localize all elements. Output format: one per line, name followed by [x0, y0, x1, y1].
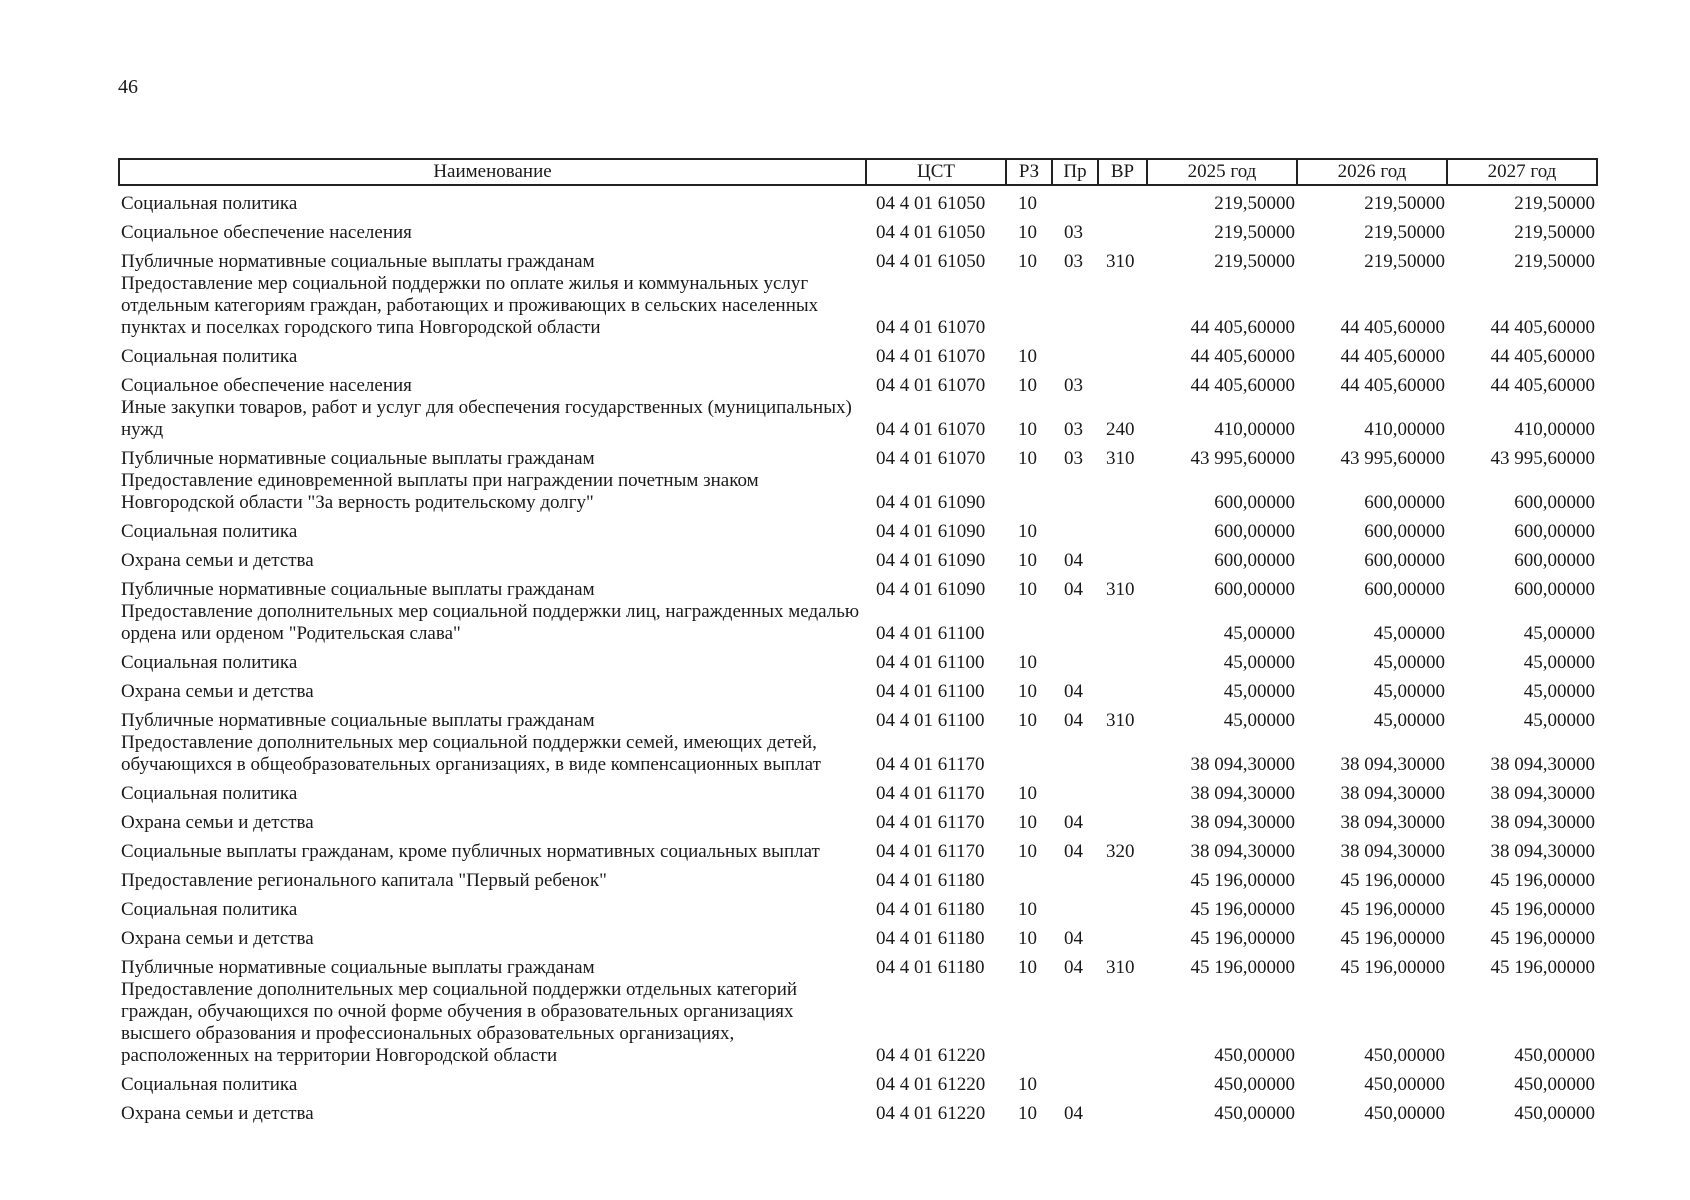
table-row	[119, 1067, 1597, 1096]
cell-rz: 10	[1018, 550, 1037, 571]
cell-rz: 10	[1018, 521, 1037, 542]
cell-name: Социальная политика	[121, 1074, 298, 1095]
cell-2027: 45 196,00000	[1490, 870, 1595, 891]
cell-cst: 04 4 01 61090	[876, 579, 986, 600]
cell-pr: 03	[1064, 222, 1083, 243]
table-row	[119, 674, 1597, 703]
cell-2027: 450,00000	[1514, 1103, 1595, 1124]
cell-2026: 219,50000	[1364, 251, 1445, 272]
cell-2025: 45 196,00000	[1190, 870, 1295, 891]
cell-2027: 600,00000	[1514, 579, 1595, 600]
cell-vr	[1098, 543, 1147, 572]
cell-2025: 38 094,30000	[1190, 841, 1295, 862]
cell-2026: 450,00000	[1364, 1103, 1445, 1124]
cell-cst: 04 4 01 61050	[876, 193, 986, 214]
cell-2026: 45,00000	[1373, 623, 1445, 644]
cell-rz: 10	[1018, 841, 1037, 862]
cell-cst: 04 4 01 61220	[876, 1045, 986, 1066]
cell-2027: 43 995,60000	[1490, 448, 1595, 469]
cell-2026: 45,00000	[1373, 710, 1445, 731]
cell-2027: 38 094,30000	[1490, 783, 1595, 804]
cell-2026: 38 094,30000	[1340, 812, 1445, 833]
cell-2027: 44 405,60000	[1490, 317, 1595, 338]
table-row	[119, 572, 1597, 601]
cell-name: Предоставление мер социальной поддержки по оплате жилья и коммунальных услуг отдельным категориям граждан, работающих и проживающих в сельских населенных пунктах и поселках городского типа Новгородской области	[121, 273, 819, 338]
cell-cst: 04 4 01 61180	[876, 870, 985, 891]
cell-pr	[1052, 339, 1098, 368]
cell-cst: 04 4 01 61100	[876, 623, 985, 644]
cell-vr: 310	[1106, 957, 1135, 978]
cell-vr	[1098, 339, 1147, 368]
header-2027: 2027 год	[1447, 159, 1597, 185]
cell-cst: 04 4 01 61180	[876, 928, 985, 949]
cell-cst: 04 4 01 61220	[876, 1074, 986, 1095]
cell-pr: 04	[1064, 812, 1083, 833]
cell-pr: 04	[1064, 550, 1083, 571]
cell-name: Иные закупки товаров, работ и услуг для обеспечения государственных (муниципальных) нужд	[121, 397, 852, 440]
cell-rz: 10	[1018, 681, 1037, 702]
cell-2025: 43 995,60000	[1190, 448, 1295, 469]
cell-pr: 04	[1064, 957, 1083, 978]
cell-cst: 04 4 01 61090	[876, 492, 986, 513]
cell-name: Публичные нормативные социальные выплаты гражданам	[121, 710, 595, 731]
table-row	[119, 514, 1597, 543]
cell-name: Социальное обеспечение населения	[121, 375, 412, 396]
cell-vr	[1098, 776, 1147, 805]
cell-2027: 450,00000	[1514, 1074, 1595, 1095]
cell-2026: 45 196,00000	[1340, 928, 1445, 949]
cell-vr: 240	[1106, 419, 1135, 440]
cell-2025: 45,00000	[1223, 652, 1295, 673]
cell-name: Охрана семьи и детства	[121, 681, 314, 702]
cell-2027: 45,00000	[1523, 623, 1595, 644]
cell-name: Публичные нормативные социальные выплаты гражданам	[121, 251, 595, 272]
cell-vr	[1098, 514, 1147, 543]
cell-rz: 10	[1018, 899, 1037, 920]
cell-2026: 38 094,30000	[1340, 783, 1445, 804]
cell-vr: 310	[1106, 448, 1135, 469]
cell-rz: 10	[1018, 957, 1037, 978]
cell-2025: 45 196,00000	[1190, 957, 1295, 978]
cell-rz: 10	[1018, 419, 1037, 440]
cell-2025: 219,50000	[1214, 222, 1295, 243]
cell-name: Предоставление единовременной выплаты при награждении почетным знаком Новгородской области "За верность родительскому долгу"	[121, 470, 759, 513]
cell-pr	[1052, 185, 1098, 215]
cell-vr: 320	[1106, 841, 1135, 862]
cell-2025: 44 405,60000	[1190, 375, 1295, 396]
cell-name: Социальная политика	[121, 521, 298, 542]
cell-name: Социальные выплаты гражданам, кроме публичных нормативных социальных выплат	[121, 841, 820, 862]
cell-2025: 44 405,60000	[1190, 317, 1295, 338]
table-row	[119, 979, 1597, 1067]
cell-rz: 10	[1018, 710, 1037, 731]
cell-vr	[1098, 215, 1147, 244]
table-row	[119, 397, 1597, 441]
cell-cst: 04 4 01 61090	[876, 521, 986, 542]
cell-2025: 45 196,00000	[1190, 899, 1295, 920]
cell-name: Социальная политика	[121, 652, 298, 673]
cell-name: Охрана семьи и детства	[121, 1103, 314, 1124]
header-pr: Пр	[1052, 159, 1098, 185]
cell-name: Социальная политика	[121, 899, 298, 920]
header-row	[119, 159, 1597, 185]
cell-2025: 600,00000	[1214, 492, 1295, 513]
cell-2026: 44 405,60000	[1340, 317, 1445, 338]
cell-2027: 44 405,60000	[1490, 346, 1595, 367]
cell-cst: 04 4 01 61070	[876, 419, 986, 440]
cell-2027: 44 405,60000	[1490, 375, 1595, 396]
table-row	[119, 863, 1597, 892]
cell-pr	[1052, 1067, 1098, 1096]
page-number: 46	[118, 76, 138, 98]
table-row	[119, 921, 1597, 950]
cell-2025: 219,50000	[1214, 193, 1295, 214]
cell-2027: 219,50000	[1514, 222, 1595, 243]
cell-pr: 04	[1064, 579, 1083, 600]
cell-2027: 450,00000	[1514, 1045, 1595, 1066]
cell-2026: 450,00000	[1364, 1045, 1445, 1066]
cell-rz: 10	[1018, 928, 1037, 949]
cell-cst: 04 4 01 61070	[876, 448, 986, 469]
header-2026: 2026 год	[1297, 159, 1447, 185]
cell-pr	[1052, 470, 1098, 514]
cell-2025: 45,00000	[1223, 710, 1295, 731]
table-row	[119, 543, 1597, 572]
table-row	[119, 776, 1597, 805]
cell-pr: 04	[1064, 928, 1083, 949]
cell-2027: 600,00000	[1514, 492, 1595, 513]
cell-pr	[1052, 892, 1098, 921]
cell-2025: 45,00000	[1223, 623, 1295, 644]
cell-2026: 38 094,30000	[1340, 754, 1445, 775]
cell-rz: 10	[1018, 346, 1037, 367]
cell-2027: 38 094,30000	[1490, 812, 1595, 833]
cell-2025: 219,50000	[1214, 251, 1295, 272]
cell-cst: 04 4 01 61100	[876, 652, 985, 673]
cell-name: Предоставление дополнительных мер социальной поддержки лиц, награжденных медалью ордена или орденом "Родительская слава"	[121, 601, 860, 644]
cell-rz: 10	[1018, 783, 1037, 804]
table-header	[119, 159, 1597, 185]
cell-2026: 45,00000	[1373, 652, 1445, 673]
cell-rz	[1006, 470, 1052, 514]
cell-rz: 10	[1018, 1074, 1037, 1095]
cell-rz: 10	[1018, 448, 1037, 469]
table-row	[119, 732, 1597, 776]
cell-vr	[1098, 368, 1147, 397]
cell-2025: 38 094,30000	[1190, 812, 1295, 833]
cell-2025: 450,00000	[1214, 1103, 1295, 1124]
cell-vr: 310	[1106, 710, 1135, 731]
cell-rz	[1006, 863, 1052, 892]
cell-cst: 04 4 01 61070	[876, 346, 986, 367]
cell-2026: 38 094,30000	[1340, 841, 1445, 862]
cell-vr	[1098, 645, 1147, 674]
cell-2027: 600,00000	[1514, 550, 1595, 571]
table-row	[119, 185, 1597, 215]
cell-vr	[1098, 273, 1147, 339]
cell-rz: 10	[1018, 579, 1037, 600]
cell-2026: 600,00000	[1364, 550, 1445, 571]
table-row	[119, 703, 1597, 732]
table-row	[119, 273, 1597, 339]
cell-2026: 45 196,00000	[1340, 957, 1445, 978]
cell-vr	[1098, 921, 1147, 950]
cell-pr: 04	[1064, 1103, 1083, 1124]
cell-2027: 38 094,30000	[1490, 841, 1595, 862]
cell-2026: 44 405,60000	[1340, 346, 1445, 367]
cell-pr	[1052, 776, 1098, 805]
cell-2025: 600,00000	[1214, 550, 1295, 571]
cell-rz: 10	[1018, 251, 1037, 272]
cell-pr: 04	[1064, 841, 1083, 862]
cell-pr: 03	[1064, 251, 1083, 272]
cell-rz: 10	[1018, 812, 1037, 833]
cell-vr	[1098, 185, 1147, 215]
cell-name: Охрана семьи и детства	[121, 550, 314, 571]
cell-vr: 310	[1106, 251, 1135, 272]
budget-table	[118, 158, 1598, 1125]
cell-rz	[1006, 979, 1052, 1067]
cell-pr	[1052, 514, 1098, 543]
cell-2027: 45,00000	[1523, 681, 1595, 702]
cell-2027: 410,00000	[1514, 419, 1595, 440]
cell-2026: 44 405,60000	[1340, 375, 1445, 396]
cell-rz	[1006, 601, 1052, 645]
cell-cst: 04 4 01 61170	[876, 812, 985, 833]
cell-name: Социальное обеспечение населения	[121, 222, 412, 243]
table-row	[119, 1096, 1597, 1125]
cell-vr	[1098, 1096, 1147, 1125]
cell-2027: 45 196,00000	[1490, 928, 1595, 949]
cell-vr	[1098, 1067, 1147, 1096]
cell-cst: 04 4 01 61070	[876, 317, 986, 338]
cell-2026: 219,50000	[1364, 222, 1445, 243]
header-cst: ЦСТ	[866, 159, 1006, 185]
cell-vr	[1098, 863, 1147, 892]
cell-2025: 38 094,30000	[1190, 754, 1295, 775]
cell-name: Предоставление дополнительных мер социальной поддержки семей, имеющих детей, обучающихся в общеобразовательных организациях, в виде компенсационных выплат	[121, 732, 821, 775]
cell-2027: 38 094,30000	[1490, 754, 1595, 775]
cell-vr	[1098, 674, 1147, 703]
cell-pr: 03	[1064, 448, 1083, 469]
cell-pr	[1052, 601, 1098, 645]
table-row	[119, 470, 1597, 514]
cell-rz: 10	[1018, 375, 1037, 396]
cell-2025: 450,00000	[1214, 1045, 1295, 1066]
table-row	[119, 950, 1597, 979]
table-row	[119, 441, 1597, 470]
table-row	[119, 339, 1597, 368]
cell-2027: 45,00000	[1523, 710, 1595, 731]
table-row	[119, 892, 1597, 921]
cell-name: Предоставление регионального капитала "Первый ребенок"	[121, 870, 607, 891]
cell-2026: 45 196,00000	[1340, 870, 1445, 891]
cell-2027: 45 196,00000	[1490, 899, 1595, 920]
cell-name: Публичные нормативные социальные выплаты гражданам	[121, 448, 595, 469]
cell-vr	[1098, 732, 1147, 776]
cell-2025: 45 196,00000	[1190, 928, 1295, 949]
cell-pr	[1052, 732, 1098, 776]
header-vr: ВР	[1098, 159, 1147, 185]
cell-2025: 600,00000	[1214, 521, 1295, 542]
table-row	[119, 368, 1597, 397]
cell-cst: 04 4 01 61090	[876, 550, 986, 571]
table-row	[119, 215, 1597, 244]
cell-2027: 219,50000	[1514, 193, 1595, 214]
cell-rz	[1006, 273, 1052, 339]
table-body	[119, 185, 1597, 1125]
cell-cst: 04 4 01 61180	[876, 957, 985, 978]
cell-rz: 10	[1018, 193, 1037, 214]
cell-cst: 04 4 01 61220	[876, 1103, 986, 1124]
cell-pr: 03	[1064, 375, 1083, 396]
cell-rz: 10	[1018, 652, 1037, 673]
header-name: Наименование	[119, 159, 866, 185]
cell-cst: 04 4 01 61070	[876, 375, 986, 396]
cell-vr	[1098, 805, 1147, 834]
cell-cst: 04 4 01 61170	[876, 783, 985, 804]
cell-cst: 04 4 01 61170	[876, 841, 985, 862]
cell-cst: 04 4 01 61100	[876, 681, 985, 702]
cell-2026: 45,00000	[1373, 681, 1445, 702]
cell-2027: 600,00000	[1514, 521, 1595, 542]
cell-2025: 600,00000	[1214, 579, 1295, 600]
cell-pr	[1052, 979, 1098, 1067]
cell-name: Предоставление дополнительных мер социальной поддержки отдельных категорий граждан, обучающихся по очной форме обучения в образовательных организациях высшего образования и профессиональных образовательных организациях, расположенных на территории Новгородской области	[121, 979, 798, 1066]
cell-name: Охрана семьи и детства	[121, 812, 314, 833]
cell-cst: 04 4 01 61100	[876, 710, 985, 731]
header-rz: РЗ	[1006, 159, 1052, 185]
cell-pr: 03	[1064, 419, 1083, 440]
cell-cst: 04 4 01 61050	[876, 251, 986, 272]
cell-2027: 45 196,00000	[1490, 957, 1595, 978]
cell-2026: 600,00000	[1364, 492, 1445, 513]
cell-name: Публичные нормативные социальные выплаты гражданам	[121, 579, 595, 600]
cell-name: Публичные нормативные социальные выплаты гражданам	[121, 957, 595, 978]
cell-2026: 219,50000	[1364, 193, 1445, 214]
cell-pr	[1052, 273, 1098, 339]
cell-2025: 450,00000	[1214, 1074, 1295, 1095]
cell-pr	[1052, 645, 1098, 674]
cell-2025: 45,00000	[1223, 681, 1295, 702]
cell-name: Социальная политика	[121, 346, 298, 367]
cell-2027: 45,00000	[1523, 652, 1595, 673]
cell-2026: 450,00000	[1364, 1074, 1445, 1095]
cell-2026: 600,00000	[1364, 521, 1445, 542]
cell-2025: 38 094,30000	[1190, 783, 1295, 804]
cell-vr	[1098, 601, 1147, 645]
cell-name: Социальная политика	[121, 193, 298, 214]
cell-2026: 45 196,00000	[1340, 899, 1445, 920]
cell-2027: 219,50000	[1514, 251, 1595, 272]
cell-2026: 410,00000	[1364, 419, 1445, 440]
cell-vr: 310	[1106, 579, 1135, 600]
cell-cst: 04 4 01 61180	[876, 899, 985, 920]
cell-2025: 44 405,60000	[1190, 346, 1295, 367]
cell-cst: 04 4 01 61170	[876, 754, 985, 775]
cell-pr: 04	[1064, 710, 1083, 731]
header-2025: 2025 год	[1147, 159, 1297, 185]
cell-pr	[1052, 863, 1098, 892]
table-row	[119, 601, 1597, 645]
cell-rz	[1006, 732, 1052, 776]
cell-cst: 04 4 01 61050	[876, 222, 986, 243]
table-row	[119, 805, 1597, 834]
table-row	[119, 645, 1597, 674]
cell-name: Охрана семьи и детства	[121, 928, 314, 949]
cell-name: Социальная политика	[121, 783, 298, 804]
table-row	[119, 834, 1597, 863]
cell-vr	[1098, 470, 1147, 514]
cell-pr: 04	[1064, 681, 1083, 702]
cell-2026: 600,00000	[1364, 579, 1445, 600]
cell-vr	[1098, 979, 1147, 1067]
cell-2025: 410,00000	[1214, 419, 1295, 440]
cell-vr	[1098, 892, 1147, 921]
cell-2026: 43 995,60000	[1340, 448, 1445, 469]
cell-rz: 10	[1018, 222, 1037, 243]
table-row	[119, 244, 1597, 273]
cell-rz: 10	[1018, 1103, 1037, 1124]
